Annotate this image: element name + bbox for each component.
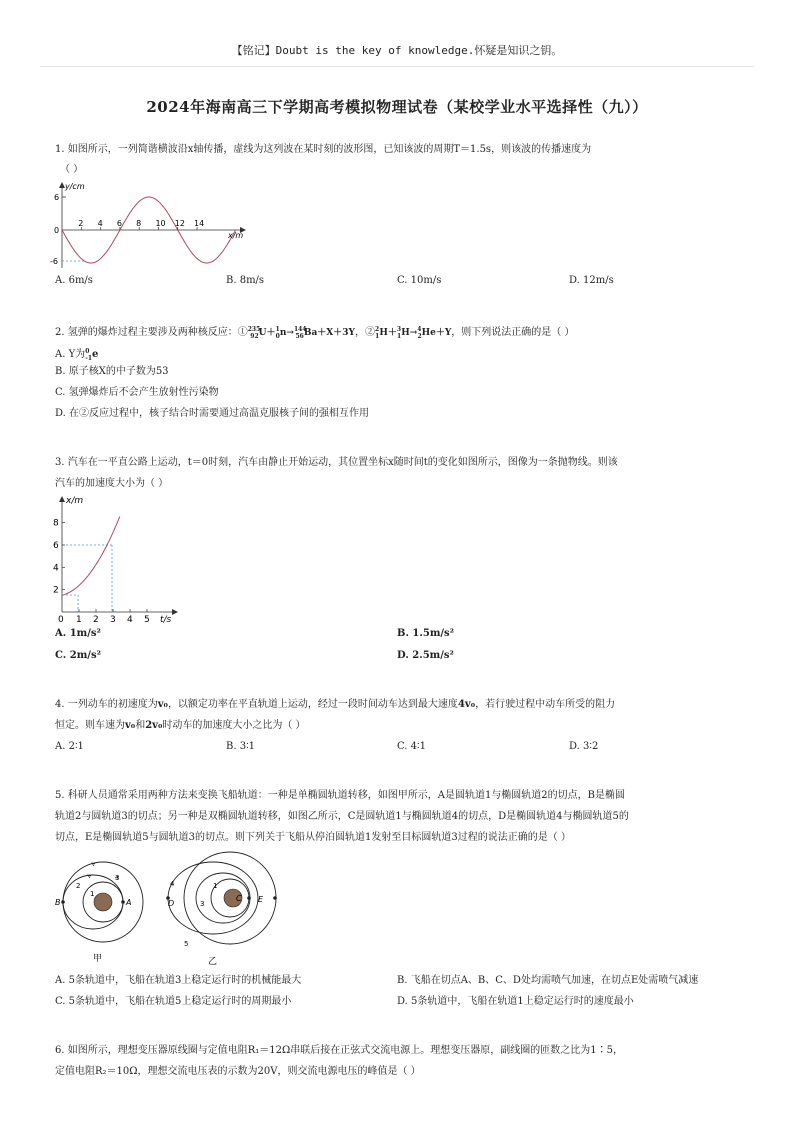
q3-line1: 3. 汽车在一平直公路上运动，t＝0时刻，汽车由静止开始运动，其位置坐标x随时间t的变化如图所示，图像为一条抛物线。则该	[55, 457, 618, 468]
q5-fig-jia: 甲	[93, 954, 103, 964]
q5-orbit-figure-yi	[158, 850, 278, 970]
q5-option-a[interactable]: A. 5条轨道中，飞船在轨道3上稳定运行时的机械能最大	[55, 975, 302, 986]
q3-ytick-label: 8	[53, 518, 59, 529]
q1-xtick-label: 14	[194, 219, 205, 228]
q5-yi-label-d: D	[168, 899, 175, 908]
q2-option-d[interactable]: D. 在②反应过程中，核子结合时需要通过高温克服核子间的强相互作用	[55, 408, 370, 419]
q6-line2: 定值电阻R₂＝10Ω，理想交流电压表的示数为20V，则交流电源电压的峰值是（ ）	[55, 1066, 421, 1077]
q1-option-a[interactable]: A. 6m/s	[55, 275, 93, 286]
q1-option-d[interactable]: D. 12m/s	[569, 275, 614, 286]
q1-yn6: -6	[50, 257, 58, 266]
q1-wave-graph	[50, 180, 250, 270]
q4-v0: v₀	[157, 699, 168, 710]
q4-line2b: 和	[135, 720, 146, 731]
q1-option-b[interactable]: B. 8m/s	[226, 275, 265, 286]
q1-xtick-label: 10	[155, 219, 166, 228]
q2-stem-a: 2. 氢弹的爆炸过程主要涉及两种核反应：①	[55, 327, 248, 338]
q1-stem: 1. 如图所示，一列简谐横波沿x轴传播，虚线为这列波在某时刻的波形图，已知该波的周期T＝1.5s，则该波的传播速度为	[55, 144, 592, 155]
q6-line1: 6. 如图所示，理想变压器原线圈与定值电阻R₁＝12Ω串联后接在正弦式交流电源上。理想变压器原，副线圈的匝数之比为1∶5，	[55, 1045, 623, 1056]
q5-yi-label-e: E	[258, 895, 264, 904]
q1-y6: 6	[54, 193, 60, 202]
q5-yi-label-1: 1	[213, 882, 218, 890]
header-motto: 【铭记】Doubt is the key of knowledge.怀疑是知识之钥。	[231, 44, 563, 57]
q5-yi-label-c: C	[236, 894, 242, 903]
q5-jia-label-2: 2	[76, 882, 81, 890]
q4-line2c: 时动车的加速度大小之比为（ ）	[162, 720, 306, 731]
q1-xtick-label: 4	[97, 219, 103, 228]
q3-option-b[interactable]: B. 1.5m/s²	[397, 628, 455, 639]
q4-line1	[55, 697, 615, 713]
q5-jia-label-1: 1	[90, 890, 95, 898]
q3-xtick-label: 4	[127, 615, 133, 624]
q5-line1: 5. 科研人员通常采用两种方法来变换飞船轨道：一种是单椭圆轨道转移，如图甲所示，A是圆轨道1与椭圆轨道2的切点，B是椭圆	[55, 790, 626, 801]
q4-v0-2: v₀	[125, 720, 136, 731]
q3-ytick-label: 4	[53, 563, 59, 574]
q3-ytick-label: 6	[53, 541, 59, 551]
q2-stem-b: ，则下列说法正确的是（ ）	[451, 327, 575, 338]
q5-yi-label-4: 4	[170, 880, 175, 888]
q3-origin: 0	[58, 615, 64, 624]
q1-option-c[interactable]: C. 10m/s	[397, 275, 442, 286]
q5-option-c[interactable]: C. 5条轨道中，飞船在轨道5上稳定运行时的周期最小	[55, 996, 292, 1007]
q3-ytick-label: 2	[53, 585, 59, 596]
q1-xtick-label: 8	[136, 219, 142, 228]
q3-ylabel: x/m	[66, 496, 84, 506]
q3-xtick-label: 2	[93, 615, 99, 624]
q3-xtick-label: 3	[110, 615, 116, 624]
q2-reaction-1: $^{235}_{92}$U＋$^1_0$n→$^{144}_{56}$Ba＋X＋3Y	[247, 326, 355, 340]
page-title: 2024年海南高三下学期高考模拟物理试卷（某校学业水平选择性（九））	[146, 98, 648, 116]
q3-xtick-label: 1	[76, 615, 82, 624]
q2-eq2-prefix: ，②	[354, 327, 375, 338]
q3-position-graph	[52, 494, 182, 624]
q4-option-b[interactable]: B. 3∶1	[226, 741, 256, 752]
q4-v2: 2v₀	[145, 720, 163, 731]
q3-option-d[interactable]: D. 2.5m/s²	[397, 650, 454, 661]
q2-option-a-text: A. Y为	[55, 349, 86, 360]
q3-xtick-label: 5	[144, 615, 150, 624]
q2-reaction-2: $^2_1$H＋$^3_1$H→$^4_2$He＋Y	[374, 326, 452, 340]
q4-line1a: 4. 一列动车的初速度为	[55, 699, 158, 710]
q5-orbit-figure-jia	[55, 856, 145, 966]
q1-paren: （ ）	[60, 164, 84, 175]
q2-option-b[interactable]: B. 原子核X的中子数为53	[55, 366, 169, 377]
q3-line2: 汽车的加速度大小为（ ）	[55, 478, 169, 489]
q5-fig-yi: 乙	[208, 957, 218, 967]
q1-xtick-label: 12	[174, 219, 185, 228]
q3-option-a[interactable]: A. 1m/s²	[55, 628, 101, 639]
q4-option-c[interactable]: C. 4∶1	[397, 741, 426, 752]
q4-line1b: ，以额定功率在平直轨道上运动，经过一段时间动车达到最大速度	[167, 699, 458, 710]
q5-jia-label-3: 3	[115, 874, 120, 882]
q1-y0: 0	[54, 226, 60, 235]
q2-stem	[55, 322, 574, 345]
q5-line3: 切点，E是椭圆轨道5与圆轨道3的切点。则下列关于飞船从停泊圆轨道1发射至目标圆轨道3过程的说法正确的是（ ）	[55, 832, 571, 843]
q2-option-a[interactable]: A. Y为$^0_{-1}$e	[55, 348, 99, 362]
q4-v4: 4v₀	[457, 699, 476, 710]
q1-xtick-label: 2	[78, 219, 84, 228]
q1-xlabel: x/m	[228, 231, 244, 240]
q2-option-c[interactable]: C. 氢弹爆炸后不会产生放射性污染物	[55, 387, 219, 398]
q4-line2a: 恒定。则车速为	[55, 720, 125, 731]
q4-line1c: ，若行驶过程中动车所受的阻力	[475, 699, 616, 710]
header-divider	[40, 66, 754, 67]
q1-xtick-label: 6	[116, 219, 122, 228]
q5-jia-label-b: B	[55, 898, 61, 907]
q4-line2	[55, 718, 306, 734]
q5-yi-label-3: 3	[200, 900, 205, 908]
q1-ylabel: y/cm	[65, 182, 85, 191]
q5-option-d[interactable]: D. 5条轨道中，飞船在轨道1上稳定运行时的速度最小	[397, 996, 634, 1007]
q4-option-d[interactable]: D. 3∶2	[569, 741, 599, 752]
q3-parabola	[62, 517, 120, 596]
q5-option-b[interactable]: B. 飞船在切点A、B、C、D处均需喷气加速，在切点E处需喷气减速	[397, 975, 699, 986]
q5-yi-label-5: 5	[184, 940, 189, 948]
q3-option-c[interactable]: C. 2m/s²	[55, 650, 101, 661]
q3-xlabel: t/s	[160, 615, 172, 624]
q5-line2: 轨道2与圆轨道3的切点；另一种是双椭圆轨道转移，如图乙所示，C是圆轨道1与椭圆轨道4的切点，D是椭圆轨道4与椭圆轨道5的	[55, 811, 629, 822]
q2-option-a-symbol: e	[92, 349, 99, 360]
q4-option-a[interactable]: A. 2∶1	[55, 741, 84, 752]
q5-jia-label-a: A	[126, 898, 132, 907]
